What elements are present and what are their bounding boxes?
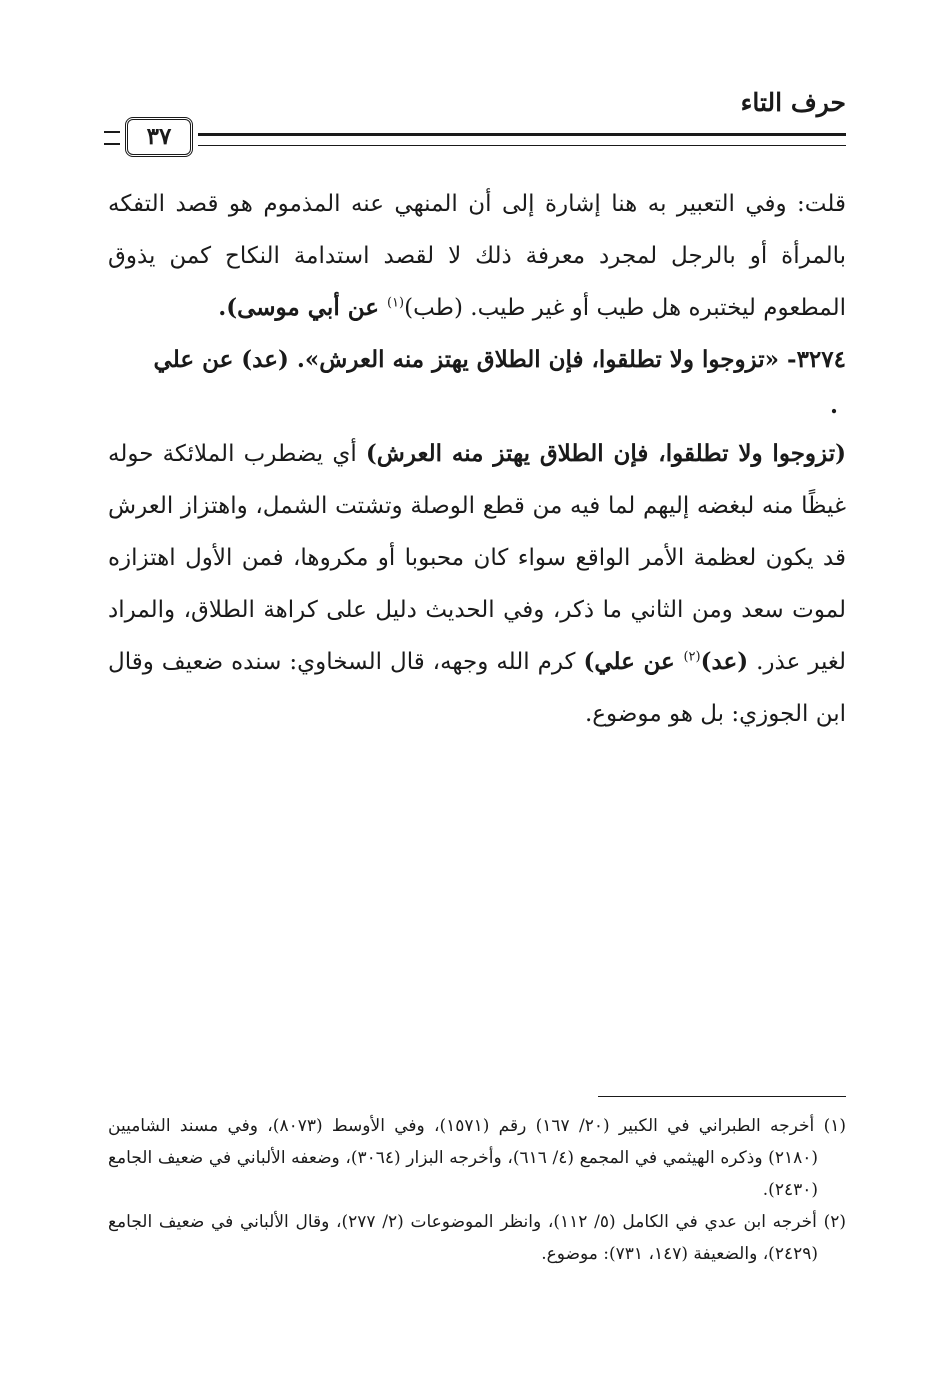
paragraph-2-ref2: عن علي) (583, 648, 684, 675)
page-number: ٣٧ (125, 117, 193, 157)
paragraph-2-ref: (عد) (700, 648, 749, 675)
hadith-entry-trailing-dot: . (830, 392, 839, 419)
paragraph-2-lead: (تزوجوا ولا تطلقوا، فإن الطلاق يهتز منه العرش) (365, 440, 847, 467)
commentary-paragraph-1 (108, 178, 846, 334)
footnote-separator (598, 1096, 846, 1097)
paragraph-2-text: أي يضطرب الملائكة حوله غيظًا منه لبغضه إليهم لما فيه من قطع الوصلة وتشتت الشمل، واهتزاز العرش قد يكون لعظمة الأمر الواقع سواء كان محبوبا أو مكروها، فمن الأول اهتزازه لموت سعد ومن الثاني ما ذكر، وفي الحديث دليل على كراهة الطلاق، والمراد لغير عذر. (108, 441, 847, 675)
footnote-2: (٢) أخرجه ابن عدي في الكامل (٥/ ١١٢)، وانظر الموضوعات (٢/ ٢٧٧)، وقال الألباني في ضعيف الجامع (٢٤٢٩)، والضعيفة (١٤٧، ٧٣١): موضوع. (108, 1212, 846, 1264)
footnotes (108, 1110, 846, 1270)
paragraph-1-source: عن أبي موسى). (218, 294, 387, 321)
header-rule (198, 133, 846, 146)
footnote-ref-1: (١) (386, 295, 405, 311)
paragraph-2-tail: كرم الله وجهه، قال السخاوي: سنده ضعيف وقال ابن الجوزي: بل هو موضوع. (108, 649, 846, 727)
footnote-ref-2: (٢) (683, 649, 701, 665)
page-number-ornament (104, 131, 120, 145)
footnote-1: (١) أخرجه الطبراني في الكبير (٢٠/ ١٦٧) رقم (١٥٧١)، وفي الأوسط (٨٠٧٣)، وفي مسند الشاميين (٢١٨٠) وذكره الهيثمي في المجمع (٤/ ٦١٦)، وأخرجه البزار (٣٠٦٤)، وضعفه الألباني في ضعيف الجامع (٢٤٣٠). (108, 1116, 847, 1200)
page-header-title: حرف التاء (740, 88, 846, 117)
hadith-entry: ٣٢٧٤- «تزوجوا ولا تطلقوا، فإن الطلاق يهتز منه العرش». (عد) عن علي (153, 346, 846, 373)
paragraph-1-text: قلت: وفي التعبير به هنا إشارة إلى أن المنهي عنه المذموم هو قصد التفكه بالمرأة أو بالرجل لمجرد معرفة ذلك لا لقصد استدامة النكاح كمن يذوق المطعوم ليختبره هل طيب أو غير طيب. (طب) (108, 191, 846, 321)
commentary-paragraph-2 (108, 428, 846, 740)
